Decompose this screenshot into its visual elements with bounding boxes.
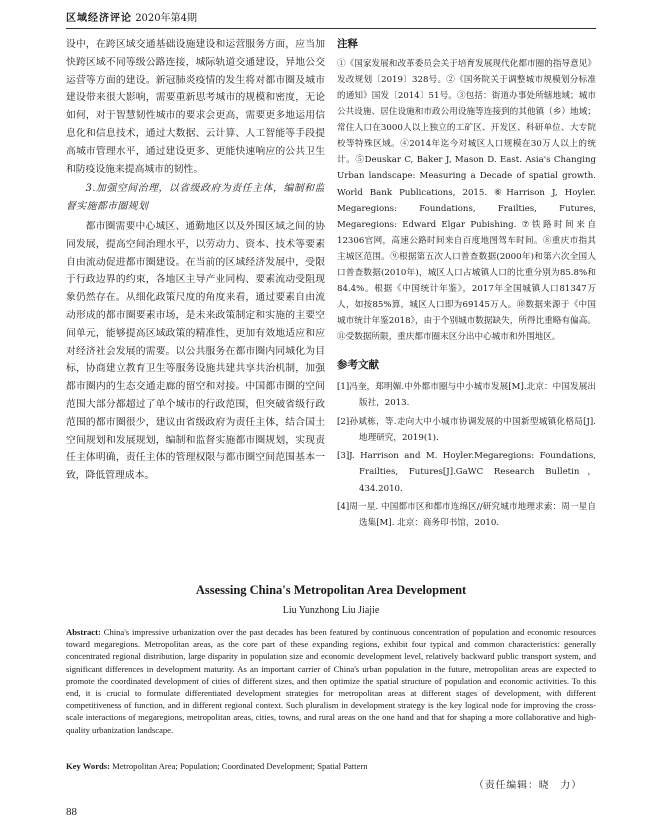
- page-header: [66, 12, 596, 29]
- notes-text: ①《国家发展和改革委员会关于培育发展现代化都市圈的指导意见》发改规划〔2019〕328号。②《国务院关于调整城市规模划分标准的通知》国发〔2014〕51号。③包括：街道办事处所辖地域；城市公共设施、居住设施和市政公用设施等连接到的其他镇（乡）地域；常住人口在3000人以上独立的工矿区、开发区、科研单位、大专院校等特殊区域。④2014年迄今对城区人口规模在30万人以上的统计。⑤Deuskar C, Baker J, Mason D. East. Asia's Changing Urban landscape: Measuring a Decade of spatial growth. World Bank Publications, 2015. ⑥Harrison J, Hoyler. Megaregions: Foundations, Frailties, Futures, Megaregions: Edward Elgar Pubishing. ⑦铁路时间来自12306官网，高速公路时间来自百度地图驾车时间。⑧重庆市指其主城区范围。⑨根据第五次人口普查数据(2000年)和第六次全国人口普查数据(2010年)，城区人口占城镇人口的比重分别为85.8%和84.4%。根据《中国统计年鉴》，2017年全国城镇人口81347万人，如按85%算，城区人口即为69145万人。⑩数据来源于《中国城市统计年鉴2018》，由于个别城市数据缺失，所得比重略有偏高。⑪受数据所限，重庆都市圈末区分出中心城市和外围地区。: [337, 58, 596, 343]
- body-paragraph: 都市圈需要中心城区、通勤地区以及外围区域之间的协同发展，提高空间治理水平，以劳动力、资本、技术等要素自由流动促进都市圈建设。在当前的区域经济发展中，受限于行政边界的约束，各地区主导产业同构、要素流动受阻现象仍然存在。从细化政策尺度的角度来看，通过要素自由流动形成的都市圈要素市场，是未来政策制定和实施的主要空间单元，能够提高区域政策的精准性，更加有效地适应和应对经济社会发展的需要。以公共服务在都市圈内同城化为目标，协商建立教育卫生等服务设施共建共享共治机制，加强都市圈内的生态交通走廊的留空和对接。中国都市圈的空间范围大部分都超过了单个城市的行政范围，但突破省级行政范围的都市圈很少，建议由省级政府为责任主体，结合国土空间规划和发展规划，编制和监督实施都市圈规划，实现责任主体明确，责任主体的管理权限与都市圈空间范围基本一致，降低管理成本。: [66, 220, 325, 482]
- abstract-text: China's impressive urbanization over the past decades has been featured by continuous concentration of population and economic resources toward megaregions. Metropolitan areas, as the core part of these expanding regions, exhibit four typical and common characteristics: generally concentrated regional distribution, large disparity in population size and economic development level, relatively backward public transport system, and significant differences in development maturity. As an important carrier of China's urban population in the future, metropolitan areas are expected to promote the coordinated development of cities of different sizes, and then optimize the spatial structure of population and economic activities. To this end, it is crucial to formulate differentiated development strategies for metropolitan areas at different stages of development, with different competitiveness of function, and in different regional context. Such pluralism in development strategy is the key logical node for improving the cross-scale interactions of megaregions, metropolitan areas, cities, towns, and rural areas on the one hand and that for shaping a more collaborative and high-quality urbanization landscape.: [66, 627, 596, 735]
- right-column: [337, 36, 596, 556]
- english-abstract: [66, 626, 596, 736]
- section-subheading: 3.加强空间治理，以省级政府为责任主体，编制和监督实施都市圈规划: [66, 183, 325, 213]
- reference-item: [1]冯奎，郑明媚.中外都市圈与中小城市发展[M].北京：中国发展出版社，2013.: [337, 382, 596, 409]
- english-keywords: [66, 760, 596, 772]
- reference-item: [3]J. Harrison and M. Hoyler.Megaregions: Foundations, Frailties, Futures[J].GaWC Research Bulletin，434.2010.: [337, 451, 596, 494]
- page-number: 88: [66, 806, 77, 818]
- keywords-label: Key Words:: [66, 761, 111, 771]
- left-column: [66, 36, 325, 556]
- english-title: Assessing China's Metropolitan Area Development: [195, 583, 467, 597]
- journal-name: 区域经济评论: [66, 13, 132, 24]
- issue-label: 2020年第4期: [135, 13, 197, 24]
- references-title: 参考文献: [337, 359, 379, 372]
- keywords-text: Metropolitan Area; Population; Coordinated Development; Spatial Pattern: [112, 761, 368, 771]
- reference-item: [4]周一星. 中国都市区和都市连绵区//研究城市地理求索：周一星自选集[M]. 北京：商务印书馆，2010.: [337, 501, 596, 528]
- body-paragraph: 设中，在跨区域交通基础设施建设和运营服务方面，应当加快跨区域不同等级公路连接，城际轨道交通建设，异地公交运营等方面的建设。新冠肺炎疫情的发生将对都市圈及城市建设带来很大影响，需要重新思考城市的规模和密度，无论如何，对于智慧韧性城市的要求会更高，需要更多地运用信息化和信息技术，通过大数据、云计算、人工智能等手段提高城市管理水平，通过建设更多、更能快速响应的公共卫生和防疫设施来提高城市的韧性。: [66, 39, 325, 175]
- notes-title: 注释: [337, 38, 358, 50]
- abstract-label: Abstract:: [66, 627, 101, 637]
- responsible-editor: （责任编辑：晓 力）: [474, 780, 582, 791]
- english-authors: Liu Yunzhong Liu Jiajie: [282, 605, 380, 616]
- reference-item: [2]孙斌栋，等.走向大中小城市协调发展的中国新型城镇化格局[J].地理研究，2019(1).: [337, 416, 596, 443]
